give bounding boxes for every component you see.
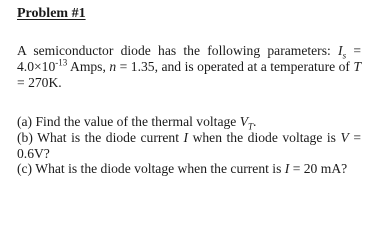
current-symbol: I [284,161,290,177]
saturation-current-exponent: -13 [55,57,68,68]
temperature-value: = 270K. [17,74,62,90]
saturation-current-value: = 4.0×10 [17,43,361,74]
saturation-current-subscript: s [342,50,347,61]
intro-lead: A semiconductor diode has the following parameters: [17,43,339,58]
temperature-symbol: T [353,58,361,74]
diode-voltage-symbol: V [340,129,349,145]
ideality-factor-value: = 1.35, and is operated at a temperature of [116,58,354,74]
question-a: (a) Find the value of the thermal voltage $V_T$. [17,114,257,132]
problem-intro [17,43,361,90]
question-b: (b) What is the diode current I when the diode voltage is V = 0.6V? [17,129,361,161]
problem-title: Problem #1 [17,6,86,21]
question-c: (c) What is the diode voltage when the current is I = 20 mA? [17,161,348,177]
saturation-current-symbol: I [338,43,343,58]
saturation-current-unit: Amps, [67,58,110,74]
thermal-voltage-subscript: T [248,121,254,132]
ideality-factor-symbol: n [109,58,117,74]
question-list [17,114,361,177]
thermal-voltage-symbol: V [239,114,249,129]
diode-current-symbol: I [183,129,189,145]
